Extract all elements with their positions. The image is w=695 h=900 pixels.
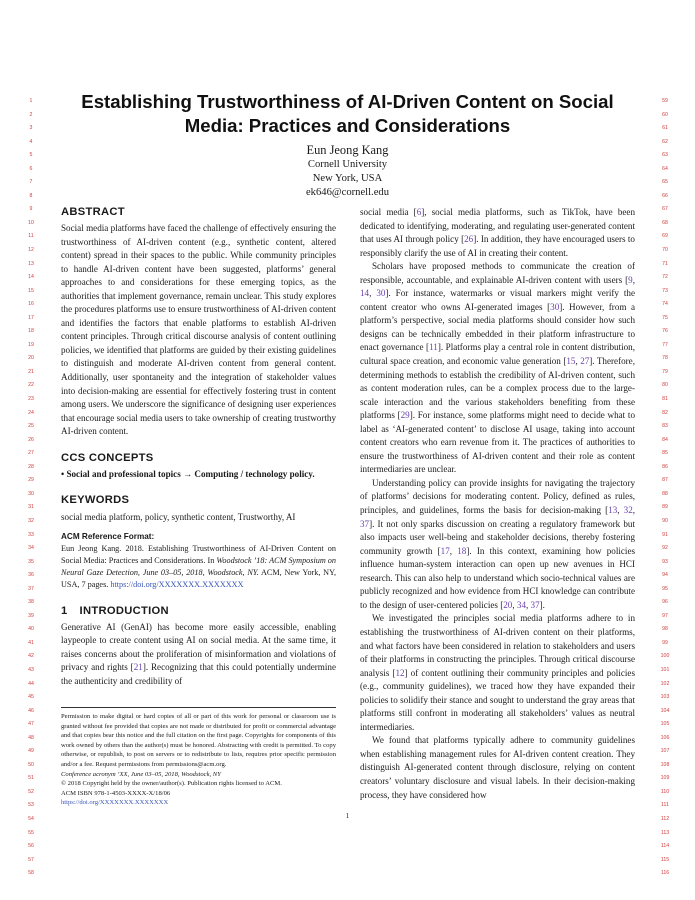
line-number: 116 <box>660 870 670 877</box>
line-number: 55 <box>28 829 34 836</box>
line-number: 37 <box>28 585 34 592</box>
paragraph-text: , <box>632 274 635 285</box>
paragraph-text: We investigated the principles social media platforms adhere to in establishing the trustworthiness of AI-driven content on their platforms, and what factors have been considered in relation to stakeholders and users of their platforms in constructing the principles. Through critical discourse analysis [ <box>360 613 635 678</box>
line-number: 34 <box>28 545 34 552</box>
line-number: 1 <box>29 98 33 104</box>
right-paragraph-4 <box>360 612 635 734</box>
line-number: 52 <box>28 788 34 795</box>
line-number: 33 <box>28 531 34 538</box>
line-number: 15 <box>28 287 34 294</box>
citation-link[interactable]: 12 <box>395 667 405 678</box>
author-location: New York, USA <box>312 173 383 184</box>
line-number: 83 <box>662 423 668 430</box>
copyright-notice: © 2018 Copyright held by the owner/author(s). Publication rights licensed to ACM. <box>61 780 282 788</box>
line-number: 71 <box>662 260 668 267</box>
line-number: 70 <box>662 247 668 254</box>
paragraph-text: , <box>632 505 636 516</box>
left-column <box>61 204 336 688</box>
line-number: 73 <box>662 287 668 294</box>
abstract-text: Social media platforms have faced the challenge of effectively ensuring the trustworthiness of AI-driven content (e.g., synthetic content, altered content) spread in their spaces to the public. While community principles to handle AI-driven content have been suggested, platforms’ general approaches to and considerations for these emerging topics, as the authorities that implement governance, remain unclear. This study explores the procedures platforms use to ensure trustworthiness of AI-driven content and identifies the factors that enable platforms to establish AI-driven content principles. Through critical discourse analysis of content outlining policies, we identified that platforms are guided by their existing guidelines to distinguish and moderate AI-driven content from general content. Additionally, user spontaneity and the integration of stakeholder values into decision-making are essential for effectively fostering trust in content among users. We underscore the significance of designing user experiences that encourage social media users to take ownership of creating trustworthy AI-driven content. <box>61 223 337 437</box>
line-number: 99 <box>662 639 668 646</box>
right-column <box>360 206 635 802</box>
line-number: 74 <box>662 301 668 308</box>
line-number: 12 <box>28 247 34 254</box>
citation-link[interactable]: 18 <box>457 545 467 556</box>
paragraph-text: , <box>512 599 517 610</box>
paragraph-text: ]. <box>539 599 545 610</box>
right-paragraph-1 <box>360 206 635 260</box>
line-number: 107 <box>660 748 670 755</box>
line-number: 18 <box>28 328 34 335</box>
citation-link[interactable]: 30 <box>550 301 560 312</box>
right-line-numbers <box>654 95 676 881</box>
paragraph-text: ], social media platforms, such as TikTok, have been dedicated to identifying, moderating, and regulating user-generated content that uses AI through policy [ <box>360 207 635 245</box>
paragraph-text: , <box>449 545 458 556</box>
citation-link[interactable]: 34 <box>516 599 526 610</box>
citation-link[interactable]: 9 <box>628 274 633 285</box>
line-number: 65 <box>662 179 668 186</box>
keywords-text: social media platform, policy, synthetic content, Trustworthy, AI <box>61 512 296 523</box>
page-number: 1 <box>345 812 350 820</box>
line-number: 31 <box>28 504 34 511</box>
line-number: 94 <box>662 572 668 579</box>
ccs-heading: CCS CONCEPTS <box>61 451 154 464</box>
line-number: 58 <box>28 870 34 877</box>
line-number: 14 <box>28 274 34 281</box>
citation-link[interactable]: 20 <box>503 599 513 610</box>
line-number: 32 <box>28 517 34 524</box>
line-number: 98 <box>662 626 668 633</box>
line-number: 86 <box>662 463 668 470</box>
line-number: 49 <box>28 748 34 755</box>
left-line-numbers <box>20 95 42 881</box>
line-number: 51 <box>28 775 34 782</box>
line-number: 89 <box>662 504 668 511</box>
line-number: 35 <box>28 558 34 565</box>
line-number: 9 <box>29 206 33 213</box>
line-number: 47 <box>28 721 34 728</box>
paragraph-text: ]. However, from a platform’s perspective, social media platforms should consider how such designs can be technically embedded in their platform infrastructure to enact governance [ <box>360 301 635 353</box>
paragraph-text: ]. It not only sparks discussion on creating a regulatory framework but also impacts user well-being and stakeholder decisions, thereby fostering community growth [ <box>360 518 635 556</box>
citation-link[interactable]: 15 <box>566 356 576 367</box>
line-number: 44 <box>28 680 34 687</box>
line-number: 93 <box>662 558 668 565</box>
line-number: 115 <box>660 856 670 863</box>
line-number: 43 <box>28 666 34 673</box>
citation-link[interactable]: 21 <box>133 662 143 673</box>
line-number: 102 <box>660 680 670 687</box>
paragraph-text: ] of content outlining their community principles and policies (e.g., community guidelines), we traced how they have expanded their policies to solidify their stance and sought to understand the gray areas that platforms still confront in moderating all stakeholders’ values as neutral intermediaries. <box>360 667 635 732</box>
citation-link[interactable]: 6 <box>416 207 422 217</box>
line-number: 4 <box>29 138 33 145</box>
line-number: 113 <box>660 829 670 836</box>
section-title: INTRODUCTION <box>79 604 169 617</box>
line-number: 7 <box>29 179 33 186</box>
line-number: 78 <box>662 355 668 362</box>
paragraph-text: , <box>369 288 377 299</box>
line-number: 57 <box>28 856 34 863</box>
intro-text-end: ]. Recognizing that this could potentially undermine the authenticity and credibility of <box>61 662 336 686</box>
citation-link[interactable]: 27 <box>580 356 590 367</box>
line-number: 56 <box>28 843 34 850</box>
line-number: 90 <box>662 517 668 524</box>
line-number: 110 <box>660 788 670 795</box>
line-number: 79 <box>662 368 668 375</box>
intro-text-start: Generative AI (GenAI) has become more easily accessible, enabling laypeople to create content using AI on social media. At the same time, it raises concerns about the proliferation of misinformation and violations of privacy and rights [ <box>61 621 336 673</box>
line-number: 76 <box>662 328 668 335</box>
citation-link[interactable]: 32 <box>623 505 633 516</box>
citation-link[interactable]: 11 <box>429 342 438 353</box>
line-number: 19 <box>28 341 34 348</box>
line-number: 80 <box>662 382 668 389</box>
line-number: 109 <box>660 775 670 782</box>
line-number: 26 <box>28 436 34 443</box>
line-number: 53 <box>28 802 34 809</box>
line-number: 5 <box>29 152 33 159</box>
line-number: 60 <box>662 111 668 118</box>
author-affiliation: Cornell University <box>307 159 388 170</box>
line-number: 20 <box>28 355 34 362</box>
line-number: 6 <box>29 165 33 172</box>
permission-notice: Permission to make digital or hard copies of all or part of this work for personal or classroom use is granted without fee provided that copies are not made or distributed for profit or commercial advantage and that copies bear this notice and the full citation on the first page. Copyrights for components of this work owned by others than the author(s) must be honored. Abstracting with credit is permitted. To copy otherwise, or republish, to post on servers or to redistribute to lists, requires prior specific permission and/or a fee. Request permissions from permissions@acm.org. <box>61 713 336 768</box>
isbn-info: ACM ISBN 978-1-4503-XXXX-X/18/06 <box>61 789 171 797</box>
line-number: 45 <box>28 694 34 701</box>
author-name: Eun Jeong Kang <box>306 143 389 157</box>
line-number: 48 <box>28 734 34 741</box>
line-number: 114 <box>660 843 670 850</box>
paragraph-text: ]. In addition, they have encouraged users to responsibly clarify the use of AI in creating their content. <box>360 234 635 258</box>
line-number: 8 <box>29 192 33 199</box>
line-number: 62 <box>662 138 668 145</box>
line-number: 88 <box>662 490 668 497</box>
reference-format-text <box>61 543 336 592</box>
section-number: 1 <box>61 604 68 617</box>
intro-paragraph <box>61 621 336 689</box>
line-number: 108 <box>660 761 670 768</box>
line-number: 111 <box>661 802 669 809</box>
line-number: 106 <box>660 734 670 741</box>
reference-doi-link[interactable]: https://doi.org/XXXXXXX.XXXXXXX <box>110 580 244 590</box>
line-number: 24 <box>28 409 34 416</box>
citation-link[interactable]: 29 <box>400 410 410 421</box>
line-number: 42 <box>28 653 34 660</box>
line-number: 77 <box>662 341 668 348</box>
line-number: 11 <box>28 233 34 240</box>
line-number: 3 <box>29 125 33 132</box>
line-number: 22 <box>28 382 34 389</box>
paragraph-text: Scholars have proposed methods to communicate the creation of responsible, accountable, and explainable AI-driven content with users [ <box>360 261 635 285</box>
line-number: 2 <box>29 111 33 118</box>
line-number: 36 <box>28 572 34 579</box>
paragraph-text: We found that platforms typically adhere to community guidelines when establishing management rules for AI-driven content creation. They distinguish AI-generated content through disclosure, relying on content creators’ voluntary disclosure and visual labels. In their decision-making process, they have considered how <box>360 735 635 800</box>
title-line-1: Establishing Trustworthiness of AI-Driven Content on Social <box>81 91 614 112</box>
paragraph-text: , <box>575 356 581 367</box>
line-number: 96 <box>662 599 668 606</box>
line-number: 25 <box>28 423 34 430</box>
line-number: 87 <box>662 477 668 484</box>
line-number: 17 <box>28 314 34 321</box>
line-number: 112 <box>660 815 670 822</box>
line-number: 41 <box>28 639 34 646</box>
line-number: 30 <box>28 490 34 497</box>
line-number: 82 <box>662 409 668 416</box>
author-email[interactable]: ek646@cornell.edu <box>305 187 389 198</box>
line-number: 29 <box>28 477 34 484</box>
line-number: 38 <box>28 599 34 606</box>
line-number: 81 <box>662 396 668 403</box>
right-paragraph-5 <box>360 734 635 802</box>
reference-format-venue: Woodstock ’18: ACM Symposium on Neural Gaze Detection, June 03–05, 2018, Woodstock, NY. <box>61 556 336 578</box>
footnote-doi-link[interactable]: https://doi.org/XXXXXXX.XXXXXXX <box>61 799 169 807</box>
citation-link[interactable]: 37 <box>360 518 370 529</box>
line-number: 64 <box>662 165 668 172</box>
line-number: 104 <box>660 707 670 714</box>
paper-title <box>60 90 635 138</box>
line-number: 91 <box>662 531 668 538</box>
paragraph-text: ]. In this context, examining how policies influence human-system interaction can open up new avenues in HCI research. This can also help to understand which socio-technical values are publicly recognized and how evidence from HCI knowledge can contribute to the design of user-centered policies [ <box>360 545 636 610</box>
line-number: 75 <box>662 314 668 321</box>
line-number: 16 <box>28 301 34 308</box>
line-number: 13 <box>28 260 34 267</box>
paragraph-text: , <box>525 599 531 610</box>
citation-link[interactable]: 17 <box>440 545 450 556</box>
title-line-2: Media: Practices and Considerations <box>184 115 511 136</box>
line-number: 97 <box>662 612 668 619</box>
reference-format-citation: Eun Jeong Kang. 2018. Establishing Trustworthiness of AI-Driven Content on Social Media: Practices and Considerations. In <box>61 543 336 565</box>
line-number: 10 <box>28 219 34 226</box>
paragraph-text: ]. Therefore, determining methods to establish the credibility of AI-driven content, such as content moderation rules, can be a complex process due to the large-scale interaction and the various stakeholders benefiting from these platforms [ <box>360 356 635 421</box>
line-number: 85 <box>662 450 668 457</box>
paragraph-text: ]. For instance, watermarks or visual markers might verify the content creator who owns AI-generated images [ <box>360 288 636 312</box>
citation-link[interactable]: 26 <box>464 234 474 245</box>
line-number: 101 <box>660 666 670 673</box>
abstract-heading: ABSTRACT <box>61 206 125 218</box>
paragraph-text: ]. For instance, some platforms might need to decide what to label as ‘AI-generated content’ to disclose AI usage, taking into account content creators who earn revenue from it. The practices of authorities to ensure the trustworthiness of AI-driven content and their role as content intermediaries are unclear. <box>360 410 636 475</box>
reference-format-heading: ACM Reference Format: <box>61 531 155 541</box>
line-number: 68 <box>662 219 668 226</box>
line-number: 72 <box>662 274 668 281</box>
right-paragraph-3 <box>360 477 635 612</box>
copyright-footnote <box>61 707 336 808</box>
introduction-heading <box>61 603 336 619</box>
ccs-concepts: • Social and professional topics → Computing / technology policy. <box>61 468 315 479</box>
paragraph-text: ]. Platforms play a central role in content distribution, cultural space creation, and economic value generation [ <box>360 342 636 367</box>
citation-link[interactable]: 30 <box>376 288 386 299</box>
line-number: 50 <box>28 761 34 768</box>
reference-format-publisher: ACM, New York, NY, USA, 7 pages. <box>61 568 336 590</box>
line-number: 92 <box>662 545 668 552</box>
line-number: 69 <box>662 233 668 240</box>
line-number: 40 <box>28 626 34 633</box>
line-number: 46 <box>28 707 34 714</box>
line-number: 67 <box>662 206 668 213</box>
right-paragraph-2 <box>360 260 635 477</box>
paragraph-text: social media [ <box>360 207 417 217</box>
author-block <box>60 142 635 200</box>
line-number: 100 <box>660 653 670 660</box>
citation-link[interactable]: 37 <box>530 599 540 610</box>
line-number: 39 <box>28 612 34 619</box>
citation-link[interactable]: 14 <box>360 288 370 299</box>
citation-link[interactable]: 13 <box>608 505 618 516</box>
line-number: 27 <box>28 450 34 457</box>
line-number: 84 <box>662 436 668 443</box>
line-number: 66 <box>662 192 668 199</box>
line-number: 63 <box>662 152 668 159</box>
line-number: 105 <box>660 721 670 728</box>
line-number: 59 <box>662 98 668 104</box>
line-number: 95 <box>662 585 668 592</box>
conference-info: Conference acronym ’XX, June 03–05, 2018, Woodstock, NY <box>61 770 221 778</box>
line-number: 21 <box>28 368 34 375</box>
line-number: 28 <box>28 463 34 470</box>
paragraph-text: , <box>617 505 624 516</box>
keywords-heading: KEYWORDS <box>61 494 130 507</box>
line-number: 54 <box>28 815 34 822</box>
line-number: 61 <box>662 125 668 132</box>
line-number: 103 <box>660 694 670 701</box>
paragraph-text: Understanding policy can provide insights for navigating the trajectory of platforms’ decisions for moderating content. Policy, defined as rules, principles, and guidelines, forms the basis for decision-making [ <box>360 477 635 516</box>
line-number: 23 <box>28 396 34 403</box>
